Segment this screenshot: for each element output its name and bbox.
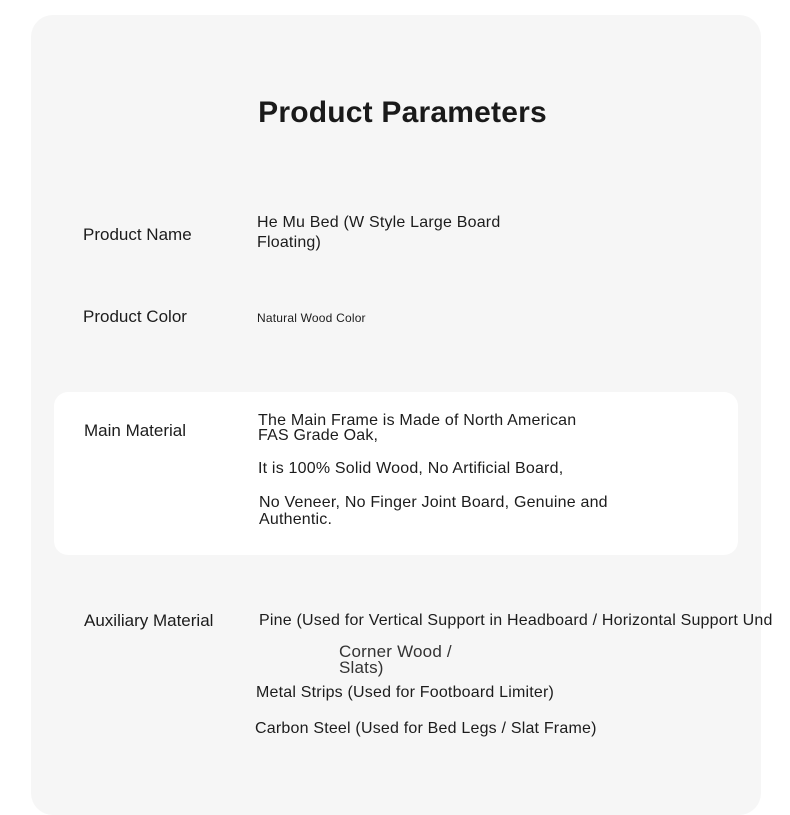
auxiliary-material-line3: Metal Strips (Used for Footboard Limiter) [256,684,555,701]
auxiliary-material-line1: Pine (Used for Vertical Support in Headboard / Horizontal Support Und [259,612,773,629]
auxiliary-material-line2b: Slats) [339,658,384,677]
product-color-label: Product Color [83,307,187,326]
auxiliary-material-line4: Carbon Steel (Used for Bed Legs / Slat Frame) [255,720,597,737]
auxiliary-material-line2a: Corner Wood / [339,642,452,661]
product-color-value: Natural Wood Color [257,311,366,325]
page-title: Product Parameters [258,96,547,129]
main-material-label: Main Material [84,421,187,440]
main-material-line5: Authentic. [259,511,333,528]
main-material-line3: It is 100% Solid Wood, No Artificial Board, [258,460,564,477]
product-name-value-line2: Floating) [257,234,322,251]
product-name-label: Product Name [83,225,192,244]
product-name-value-line1: He Mu Bed (W Style Large Board [257,214,501,231]
auxiliary-material-label: Auxiliary Material [84,611,214,630]
main-material-line1: The Main Frame is Made of North American [258,412,577,429]
main-material-line2: FAS Grade Oak, [258,427,379,444]
main-material-line4: No Veneer, No Finger Joint Board, Genuine and [259,494,608,511]
